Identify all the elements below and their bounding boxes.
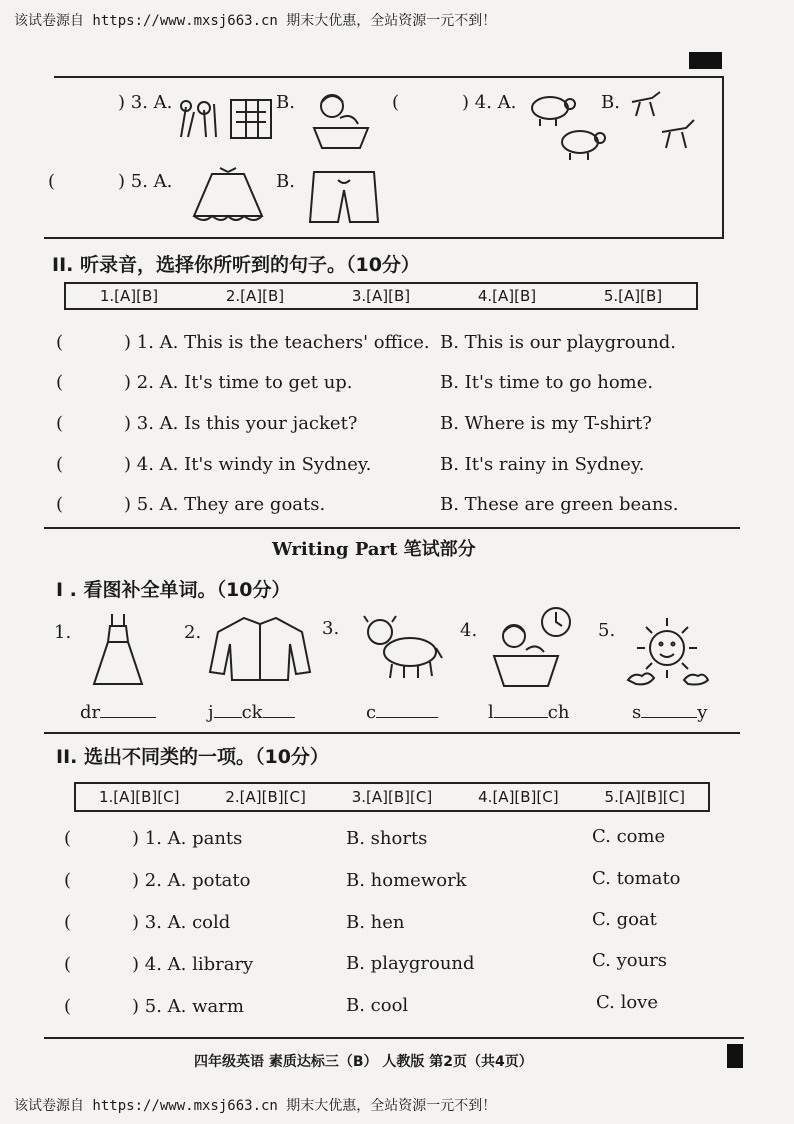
registration-mark-top [689,52,722,69]
pic-q4-b-label: B. [601,92,620,113]
section-divider-3 [44,732,740,734]
word-blank-dress[interactable] [80,702,156,723]
top-border [54,76,724,78]
item-number: 1. [54,622,72,643]
question-paren: ( [64,996,72,1017]
word-prefix: j [208,702,214,723]
question-option-a: ) 1. A. This is the teachers' office. [124,332,430,353]
answer-box-item: 4.[A][B] [477,287,537,305]
question-paren: ( [56,413,64,434]
question-option-a: ) 3. A. Is this your jacket? [124,413,358,434]
answer-box-item: 1.[A][B][C] [98,788,180,806]
lunch-icon [490,604,576,690]
answer-blank[interactable] [214,703,242,718]
section-divider-1 [44,237,724,239]
section-2-title: II. 听录音，选择你所听到的句子。（10分） [52,254,420,276]
question-paren: ( [56,494,64,515]
item-number: 3. [322,618,340,639]
answer-blank[interactable] [100,703,156,718]
question-option-b: B. Where is my T-shirt? [440,413,652,434]
answer-box-item: 3.[A][B] [351,287,411,305]
pic-q3-label: ) 3. A. [118,92,173,113]
question-option-a: ) 4. A. It's windy in Sydney. [124,454,372,475]
word-prefix: s [632,702,642,723]
plants-picture-icon [176,92,276,142]
word-prefix: c [366,702,377,723]
word-middle: y [697,702,708,723]
question-paren: ( [56,372,64,393]
question-option-a: ) 5. A. warm [132,996,244,1017]
answer-box-item: 2.[A][B] [225,287,285,305]
question-option-b: B. playground [346,953,475,974]
dress-icon [92,612,144,688]
skirt-icon [182,166,274,226]
word-blank-lunch[interactable] [488,702,569,723]
sheep-icon [522,92,608,164]
sun-icon [624,614,710,688]
answer-blank[interactable] [263,703,295,718]
girl-eating-icon [310,90,372,154]
shorts-icon [308,166,380,226]
question-option-b: B. homework [346,870,467,891]
word-prefix: dr [80,702,101,723]
watermark-top: 该试卷源自 https://www.mxsj663.cn 期末大优惠，全站资源一元不到！ [14,13,497,29]
writing-2-title: II. 选出不同类的一项。（10分） [56,746,329,768]
question-option-b: B. This is our playground. [440,332,677,353]
answer-box-item: 1.[A][B] [99,287,159,305]
answer-blank[interactable] [494,703,548,718]
writing-2-answer-box [74,782,710,812]
item-number: 2. [184,622,202,643]
pic-q4-paren: ( [392,92,400,113]
answer-box-item: 4.[A][B][C] [478,788,559,806]
question-paren: ( [64,870,72,891]
question-option-a: ) 3. A. cold [132,912,231,933]
question-option-c: C. love [596,992,658,1013]
item-number: 5. [598,620,616,641]
answer-box-item: 5.[A][B] [603,287,663,305]
writing-part-title: Writing Part 笔试部分 [272,539,476,560]
answer-blank[interactable] [641,703,697,718]
question-paren: ( [64,912,72,933]
question-paren: ( [64,954,72,975]
item-number: 4. [460,620,478,641]
question-option-c: C. tomato [592,868,681,889]
pic-q5-label: ) 5. A. [118,171,173,192]
word-blank-sunny[interactable] [632,702,707,723]
question-option-a: ) 4. A. library [132,954,254,975]
page-footer: 四年级英语 素质达标三（B） 人教版 第2页（共4页） [194,1054,533,1070]
question-paren: ( [56,332,64,353]
right-border [722,76,724,238]
watermark-bottom: 该试卷源自 https://www.mxsj663.cn 期末大优惠，全站资源一元不到！ [14,1098,497,1114]
word-blank-cow[interactable] [366,702,438,723]
registration-mark-bottom [727,1044,743,1068]
question-paren: ( [64,828,72,849]
question-option-b: B. It's time to go home. [440,372,654,393]
answer-box-item: 3.[A][B][C] [351,788,433,806]
question-option-a: ) 2. A. potato [132,870,251,891]
horses-icon [626,88,702,158]
cow-icon [360,612,444,682]
pic-q3-b-label: B. [276,92,295,113]
question-option-b: B. These are green beans. [440,494,679,515]
question-option-a: ) 2. A. It's time to get up. [124,372,353,393]
answer-blank[interactable] [376,703,438,718]
footer-divider [44,1037,744,1039]
pic-q5-paren: ( [48,171,56,192]
word-middle: ck [241,702,263,723]
word-blank-jacket[interactable] [208,702,295,723]
word-prefix: l [488,702,494,723]
question-option-b: B. hen [346,912,405,933]
question-option-c: C. yours [592,950,668,971]
question-option-b: B. cool [346,995,409,1016]
question-paren: ( [56,454,64,475]
writing-1-title: I . 看图补全单词。（10分） [56,579,291,601]
jacket-icon [206,612,314,684]
question-option-b: B. shorts [346,828,428,849]
answer-box-item: 2.[A][B][C] [225,788,306,806]
section-divider-2 [44,527,740,529]
question-option-a: ) 1. A. pants [132,828,243,849]
question-option-c: C. goat [592,909,657,930]
question-option-c: C. come [592,826,666,847]
pic-q4-label: ) 4. A. [462,92,517,113]
section-2-answer-box [64,282,698,310]
answer-box-item: 5.[A][B][C] [604,788,685,806]
word-middle: ch [547,702,570,723]
question-option-b: B. It's rainy in Sydney. [440,454,645,475]
question-option-a: ) 5. A. They are goats. [124,494,326,515]
pic-q5-b-label: B. [276,171,295,192]
